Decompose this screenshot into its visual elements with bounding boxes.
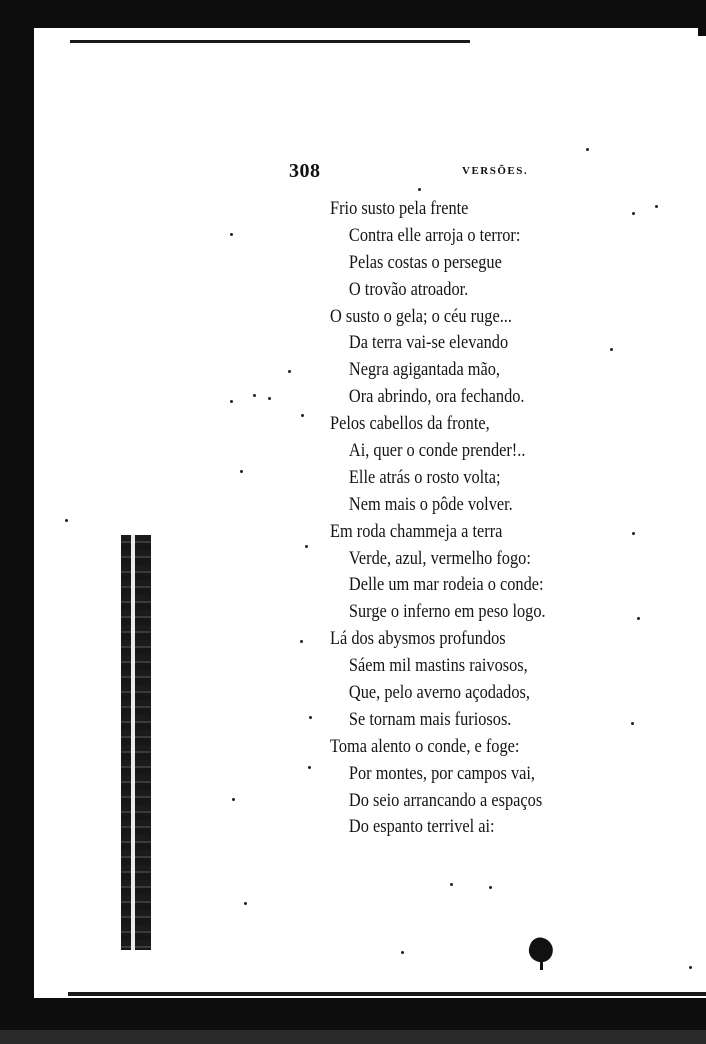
scan-speck [253,394,256,397]
scan-speck [655,205,658,208]
verse-line: Negra agigantada mão, [348,359,500,381]
scan-speck [65,519,68,522]
verse-line: Delle um mar rodeia o conde: [348,574,544,596]
verse-line: Frio susto pela frente [330,198,469,219]
scan-speck [268,397,271,400]
page-number: 308 [289,160,321,182]
scan-speck [689,966,692,969]
scan-speck [418,188,421,191]
verse-line: Contra elle arroja o terror: [348,224,521,246]
verse-line: Por montes, por campos vai, [348,762,535,784]
scan-speck [232,798,235,801]
scan-speck [308,766,311,769]
scan-speck [301,414,304,417]
verse-line: Do seio arrancando a espaços [348,789,543,811]
verse-line: Pelos cabellos da fronte, [330,413,490,435]
scan-speck [632,212,635,215]
ink-blot-tail [540,958,543,970]
verse-line: O susto o gela; o céu ruge... [330,305,512,327]
page-corner [20,28,706,38]
scan-speck [632,532,635,535]
scan-speck [230,233,233,236]
verse-line: Em roda chammeja a terra [330,520,503,542]
scan-speck [637,617,640,620]
scan-speck [305,545,308,548]
page-edge-top [70,40,470,43]
verse-line: Se tornam mais furiosos. [348,708,512,730]
scan-speck [244,902,247,905]
verse-line: Ai, quer o conde prender!.. [348,440,526,462]
verse-line: Pelas costas o persegue [348,251,502,273]
verse-line: Sáem mil mastins raivosos, [348,655,528,677]
scan-speck [450,883,453,886]
poem-body [330,196,605,841]
scan-speck [610,348,613,351]
running-title: VERSÕES. [462,165,529,177]
scan-speck [401,951,404,954]
scan-speck [489,886,492,889]
verse-line: Da terra vai-se elevando [348,332,509,354]
verse-line: Lá dos abysmos profundos [330,628,506,650]
scan-border-left [0,0,34,1044]
verse-line: Nem mais o pôde volver. [348,493,513,515]
bleed-through-strip [121,535,151,950]
scan-border-bottom-shade [0,1030,706,1044]
scan-speck [230,400,233,403]
scan-speck [586,148,589,151]
scan-speck [300,640,303,643]
scan-speck [309,716,312,719]
running-head [289,160,609,188]
scan-speck [631,722,634,725]
scan-speck [288,370,291,373]
verse-line: Toma alento o conde, e foge: [330,735,520,757]
verse-line: Do espanto terrivel ai: [348,816,495,838]
verse-line: Ora abrindo, ora fechando. [348,386,525,408]
verse-line: O trovão atroador. [348,278,469,300]
page-edge-bottom [68,992,706,996]
scan-border-right [698,0,706,36]
verse-line: Surge o inferno em peso logo. [348,601,546,623]
verse-line: Que, pelo averno açodados, [348,682,530,704]
verse-line: Verde, azul, vermelho fogo: [348,547,531,569]
verse-line: Elle atrás o rosto volta; [348,466,501,488]
scan-speck [240,470,243,473]
